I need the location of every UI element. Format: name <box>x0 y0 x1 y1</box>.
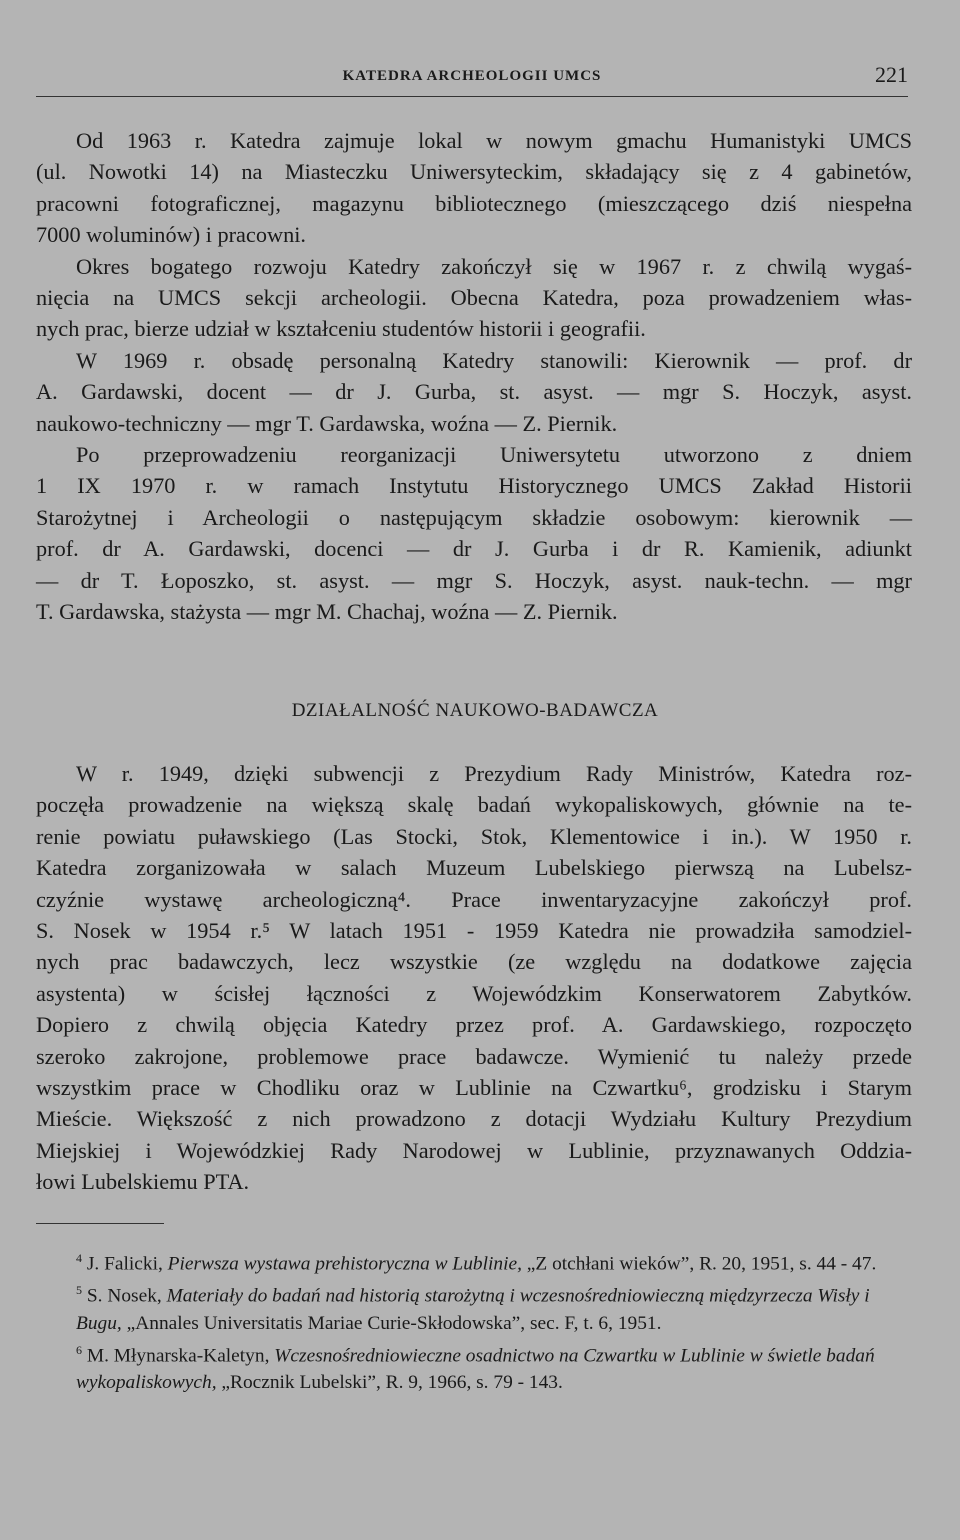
text-line: asystenta) w ścisłej łączności z Wojewódzkim Konserwatorem Zabytków. <box>36 980 912 1006</box>
text-line: Miejskiej i Wojewódzkiej Rady Narodowej w Lublinie, przyznawanych Oddzia- <box>36 1137 912 1163</box>
text-line: prof. dr A. Gardawski, docenci — dr J. Gurba i dr R. Kamienik, adiunkt <box>36 536 912 562</box>
text-line: łowi Lubelskiemu PTA. <box>36 1169 250 1195</box>
footnotes <box>36 1245 916 1396</box>
text-line: Okres bogatego rozwoju Katedry zakończył się w 1967 r. z chwilą wygaś- <box>76 253 912 279</box>
text-line: nych prac badawczych, lecz wszystkie (ze względu na dodatkowe zajęcia <box>36 949 912 975</box>
text-line: pracowni fotograficznej, magazynu bibliotecznego (mieszczącego dziś niespełna <box>36 190 912 216</box>
text-line: Dopiero z chwilą objęcia Katedry przez prof. A. Gardawskiego, rozpoczęto <box>36 1012 912 1038</box>
footnote <box>36 1245 916 1277</box>
footnote-rule <box>36 1223 164 1224</box>
text-line: nych prac, bierze udział w kształceniu studentów historii i geografii. <box>36 316 646 342</box>
text-line: Starożytnej i Archeologii o następującym składzie osobowym: kierownik — <box>36 504 912 530</box>
section-heading: DZIAŁALNOŚĆ NAUKOWO-BADAWCZA <box>291 700 659 721</box>
footnote-title: Wczesnośredniowieczne osadnictwo na Czwartku w Lublinie w świetle badań wykopaliskowych, <box>76 1345 875 1394</box>
footnote <box>36 1277 916 1336</box>
text-line: naukowo-techniczny — mgr T. Gardawska, woźna — Z. Piernik. <box>36 410 618 436</box>
text-line: A. Gardawski, docent — dr J. Gurba, st. asyst. — mgr S. Hoczyk, asyst. <box>36 379 912 405</box>
text-line: (ul. Nowotki 14) na Miasteczku Uniwersyteckim, składający się z 4 gabinetów, <box>36 159 912 185</box>
text-line: S. Nosek w 1954 r.⁵ W latach 1951 - 1959 Katedra nie prowadziła samodziel- <box>36 918 912 944</box>
footnote-source: „Z otchłani wieków”, R. 20, 1951, s. 44 - 47. <box>526 1253 877 1275</box>
text-line: szeroko zakrojone, problemowe prace badawcze. Wymienić tu należy przede <box>36 1043 912 1069</box>
text-line: wszystkim prace w Chodliku oraz w Lublinie na Czwartku⁶, grodzisku i Starym <box>36 1075 912 1101</box>
footnote-title: Materiały do badań nad historią starożytną i wczesnośredniowieczną międzyrzecza Wisły i Bugu, <box>76 1285 870 1334</box>
footnote <box>36 1337 916 1396</box>
footnote-title: Pierwsza wystawa prehistoryczna w Lublinie, <box>167 1253 522 1275</box>
footnote-author: J. Falicki, <box>86 1253 163 1275</box>
running-head: KATEDRA ARCHEOLOGII UMCS <box>342 68 602 84</box>
text-line: T. Gardawska, stażysta — mgr M. Chachaj, woźna — Z. Piernik. <box>36 599 618 625</box>
text-block-research <box>36 758 912 1198</box>
text-line: Po przeprowadzeniu reorganizacji Uniwersytetu utworzono z dniem <box>76 442 912 468</box>
text-line: renie powiatu puławskiego (Las Stocki, Stok, Klementowice i in.). W 1950 r. <box>36 823 912 849</box>
text-line: — dr T. Łoposzko, st. asyst. — mgr S. Hoczyk, asyst. nauk-techn. — mgr <box>36 567 912 593</box>
text-line: poczęła prowadzenie na większą skalę badań wykopaliskowych, głównie na te- <box>36 792 912 818</box>
text-line: 7000 woluminów) i pracowni. <box>36 222 307 248</box>
text-line: nięcia na UMCS sekcji archeologii. Obecna Katedra, poza prowadzeniem włas- <box>36 285 912 311</box>
footnote-author: M. Młynarska-Kaletyn, <box>86 1345 270 1367</box>
text-line: W r. 1949, dzięki subwencji z Prezydium Rady Ministrów, Katedra roz- <box>76 761 912 786</box>
text-block-staff <box>36 125 912 628</box>
footnote-author: S. Nosek, <box>86 1285 162 1307</box>
footnote-source: „Annales Universitatis Mariae Curie-Skłodowska”, sec. F, t. 6, 1951. <box>126 1312 662 1334</box>
text-line: Od 1963 r. Katedra zajmuje lokal w nowym gmachu Humanistyki UMCS <box>76 128 912 153</box>
footnote-marker: 4 <box>76 1251 82 1265</box>
text-line: 1 IX 1970 r. w ramach Instytutu Historycznego UMCS Zakład Historii <box>36 473 912 499</box>
page-number: 221 <box>875 62 908 87</box>
text-line: czyźnie wystawę archeologiczną⁴. Prace inwentaryzacyjne zakończył prof. <box>36 886 912 912</box>
page-header <box>36 62 908 97</box>
footnote-marker: 6 <box>76 1342 82 1357</box>
text-line: Mieście. Większość z nich prowadzono z dotacji Wydziału Kultury Prezydium <box>36 1106 912 1132</box>
text-line: Katedra zorganizowała w salach Muzeum Lubelskiego pierwszą na Lubelsz- <box>36 855 912 881</box>
text-line: W 1969 r. obsadę personalną Katedry stanowili: Kierownik — prof. dr <box>76 347 912 373</box>
footnote-marker: 5 <box>76 1283 82 1298</box>
footnote-source: „Rocznik Lubelski”, R. 9, 1966, s. 79 - 143. <box>221 1372 563 1394</box>
